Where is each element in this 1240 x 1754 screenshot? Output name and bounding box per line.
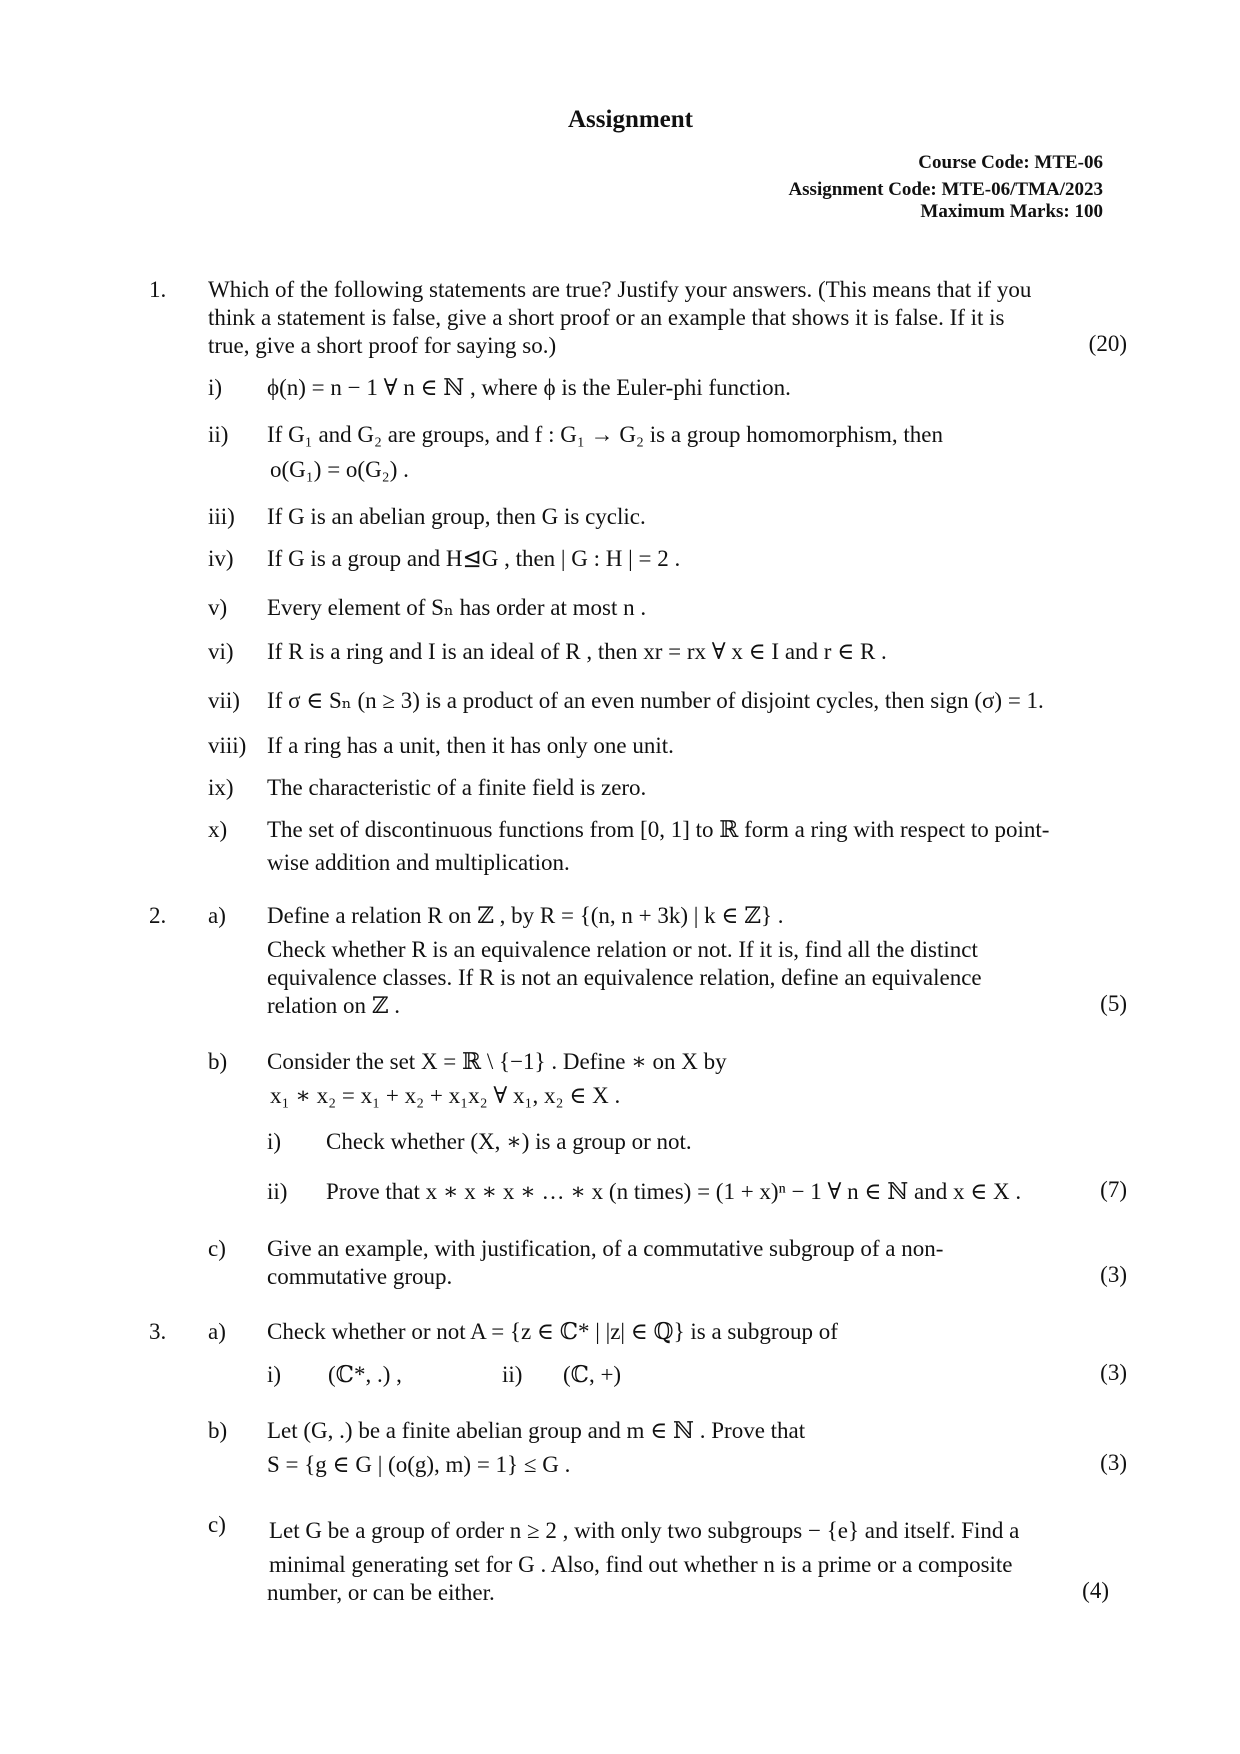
question-intro-line: think a statement is false, give a short proof or an example that shows it is false. If it is <box>208 305 1005 330</box>
part-label: b) <box>208 1418 228 1443</box>
item-label: iv) <box>208 546 234 571</box>
item-text: The characteristic of a finite field is zero. <box>267 775 647 800</box>
part-text: relation on ℤ . <box>267 993 401 1018</box>
part-text: Check whether or not A = {z ∈ ℂ* | |z| ∈ ℚ} is a subgroup of <box>267 1319 838 1344</box>
part-marks: (3) <box>1100 1262 1127 1287</box>
part-marks: (3) <box>1100 1450 1127 1475</box>
part-text: Let G be a group of order n ≥ 2 , with only two subgroups − {e} and itself. Find a <box>269 1518 1020 1543</box>
subpart-label: i) <box>267 1129 282 1154</box>
part-text: x₁ ∗ x₂ = x₁ + x₂ + x₁x₂ ∀ x₁, x₂ ∈ X . <box>270 1083 621 1108</box>
item-text: wise addition and multiplication. <box>267 850 570 875</box>
subpart-text: Check whether (X, ∗) is a group or not. <box>326 1129 692 1154</box>
item-label: vii) <box>208 688 240 713</box>
item-label: iii) <box>208 504 235 529</box>
question-number: 1. <box>149 277 167 302</box>
subpart-label: ii) <box>267 1179 288 1204</box>
item-text: If G is an abelian group, then G is cyclic. <box>267 504 646 529</box>
subpart-text: Prove that x ∗ x ∗ x ∗ … ∗ x (n times) = (1 + x)ⁿ − 1 ∀ n ∈ ℕ and x ∈ X . <box>326 1179 1022 1204</box>
part-text: minimal generating set for G . Also, find out whether n is a prime or a composite <box>269 1552 1013 1577</box>
item-text: If a ring has a unit, then it has only one unit. <box>267 733 674 758</box>
part-text: Consider the set X = ℝ \ {−1} . Define ∗ on X by <box>267 1049 727 1074</box>
question-number: 2. <box>149 903 167 928</box>
option-label: i) <box>267 1362 282 1387</box>
option-text: (ℂ*, .) , <box>328 1362 402 1387</box>
part-text: Let (G, .) be a finite abelian group and m ∈ ℕ . Prove that <box>267 1418 806 1443</box>
item-label: viii) <box>208 733 247 758</box>
part-label: c) <box>208 1236 226 1261</box>
question-intro-line: Which of the following statements are true? Justify your answers. (This means that if you <box>208 277 1032 302</box>
item-label: v) <box>208 595 228 620</box>
item-text: Every element of Sₙ has order at most n . <box>267 595 647 620</box>
part-text: equivalence classes. If R is not an equivalence relation, define an equivalence <box>267 965 982 990</box>
item-label: ii) <box>208 422 229 447</box>
item-text: o(G₁) = o(G₂) . <box>270 457 409 482</box>
item-label: ix) <box>208 775 234 800</box>
item-text: If R is a ring and I is an ideal of R , then xr = rx ∀ x ∈ I and r ∈ R . <box>267 639 887 664</box>
part-text: number, or can be either. <box>267 1580 495 1605</box>
part-label: a) <box>208 903 226 928</box>
part-text: Check whether R is an equivalence relation or not. If it is, find all the distinct <box>267 937 978 962</box>
item-label: x) <box>208 817 228 842</box>
page-title: Assignment <box>568 106 694 133</box>
item-label: vi) <box>208 639 234 664</box>
part-text: Define a relation R on ℤ , by R = {(n, n + 3k) | k ∈ ℤ} . <box>267 903 784 928</box>
question-intro-line: true, give a short proof for saying so.) <box>208 333 557 358</box>
maximum-marks: Maximum Marks: 100 <box>920 201 1103 222</box>
question-marks: (20) <box>1088 331 1127 356</box>
part-marks: (7) <box>1100 1177 1127 1202</box>
item-text: If G is a group and H⊴G , then | G : H | = 2 . <box>267 546 681 571</box>
part-marks: (5) <box>1100 991 1127 1016</box>
question-number: 3. <box>149 1319 167 1344</box>
item-label: i) <box>208 375 223 400</box>
part-label: a) <box>208 1319 226 1344</box>
part-text: S = {g ∈ G | (o(g), m) = 1} ≤ G . <box>267 1452 571 1477</box>
item-text: If G₁ and G₂ are groups, and f : G₁ → G₂ is a group homomorphism, then <box>267 422 943 447</box>
option-label: ii) <box>502 1362 523 1387</box>
part-marks: (3) <box>1100 1360 1127 1385</box>
part-text: commutative group. <box>267 1264 453 1289</box>
part-text: Give an example, with justification, of a commutative subgroup of a non- <box>267 1236 944 1261</box>
item-text: ϕ(n) = n − 1 ∀ n ∈ ℕ , where ϕ is the Euler-phi function. <box>267 375 791 400</box>
assignment-code: Assignment Code: MTE-06/TMA/2023 <box>788 179 1103 200</box>
part-label: b) <box>208 1049 228 1074</box>
item-text: The set of discontinuous functions from [0, 1] to ℝ form a ring with respect to point- <box>267 817 1050 842</box>
part-label: c) <box>208 1512 226 1537</box>
item-text: If σ ∈ Sₙ (n ≥ 3) is a product of an even number of disjoint cycles, then sign (σ) = 1. <box>267 688 1044 713</box>
option-text: (ℂ, +) <box>563 1362 622 1387</box>
course-code: Course Code: MTE-06 <box>918 152 1103 173</box>
part-marks: (4) <box>1082 1578 1109 1603</box>
